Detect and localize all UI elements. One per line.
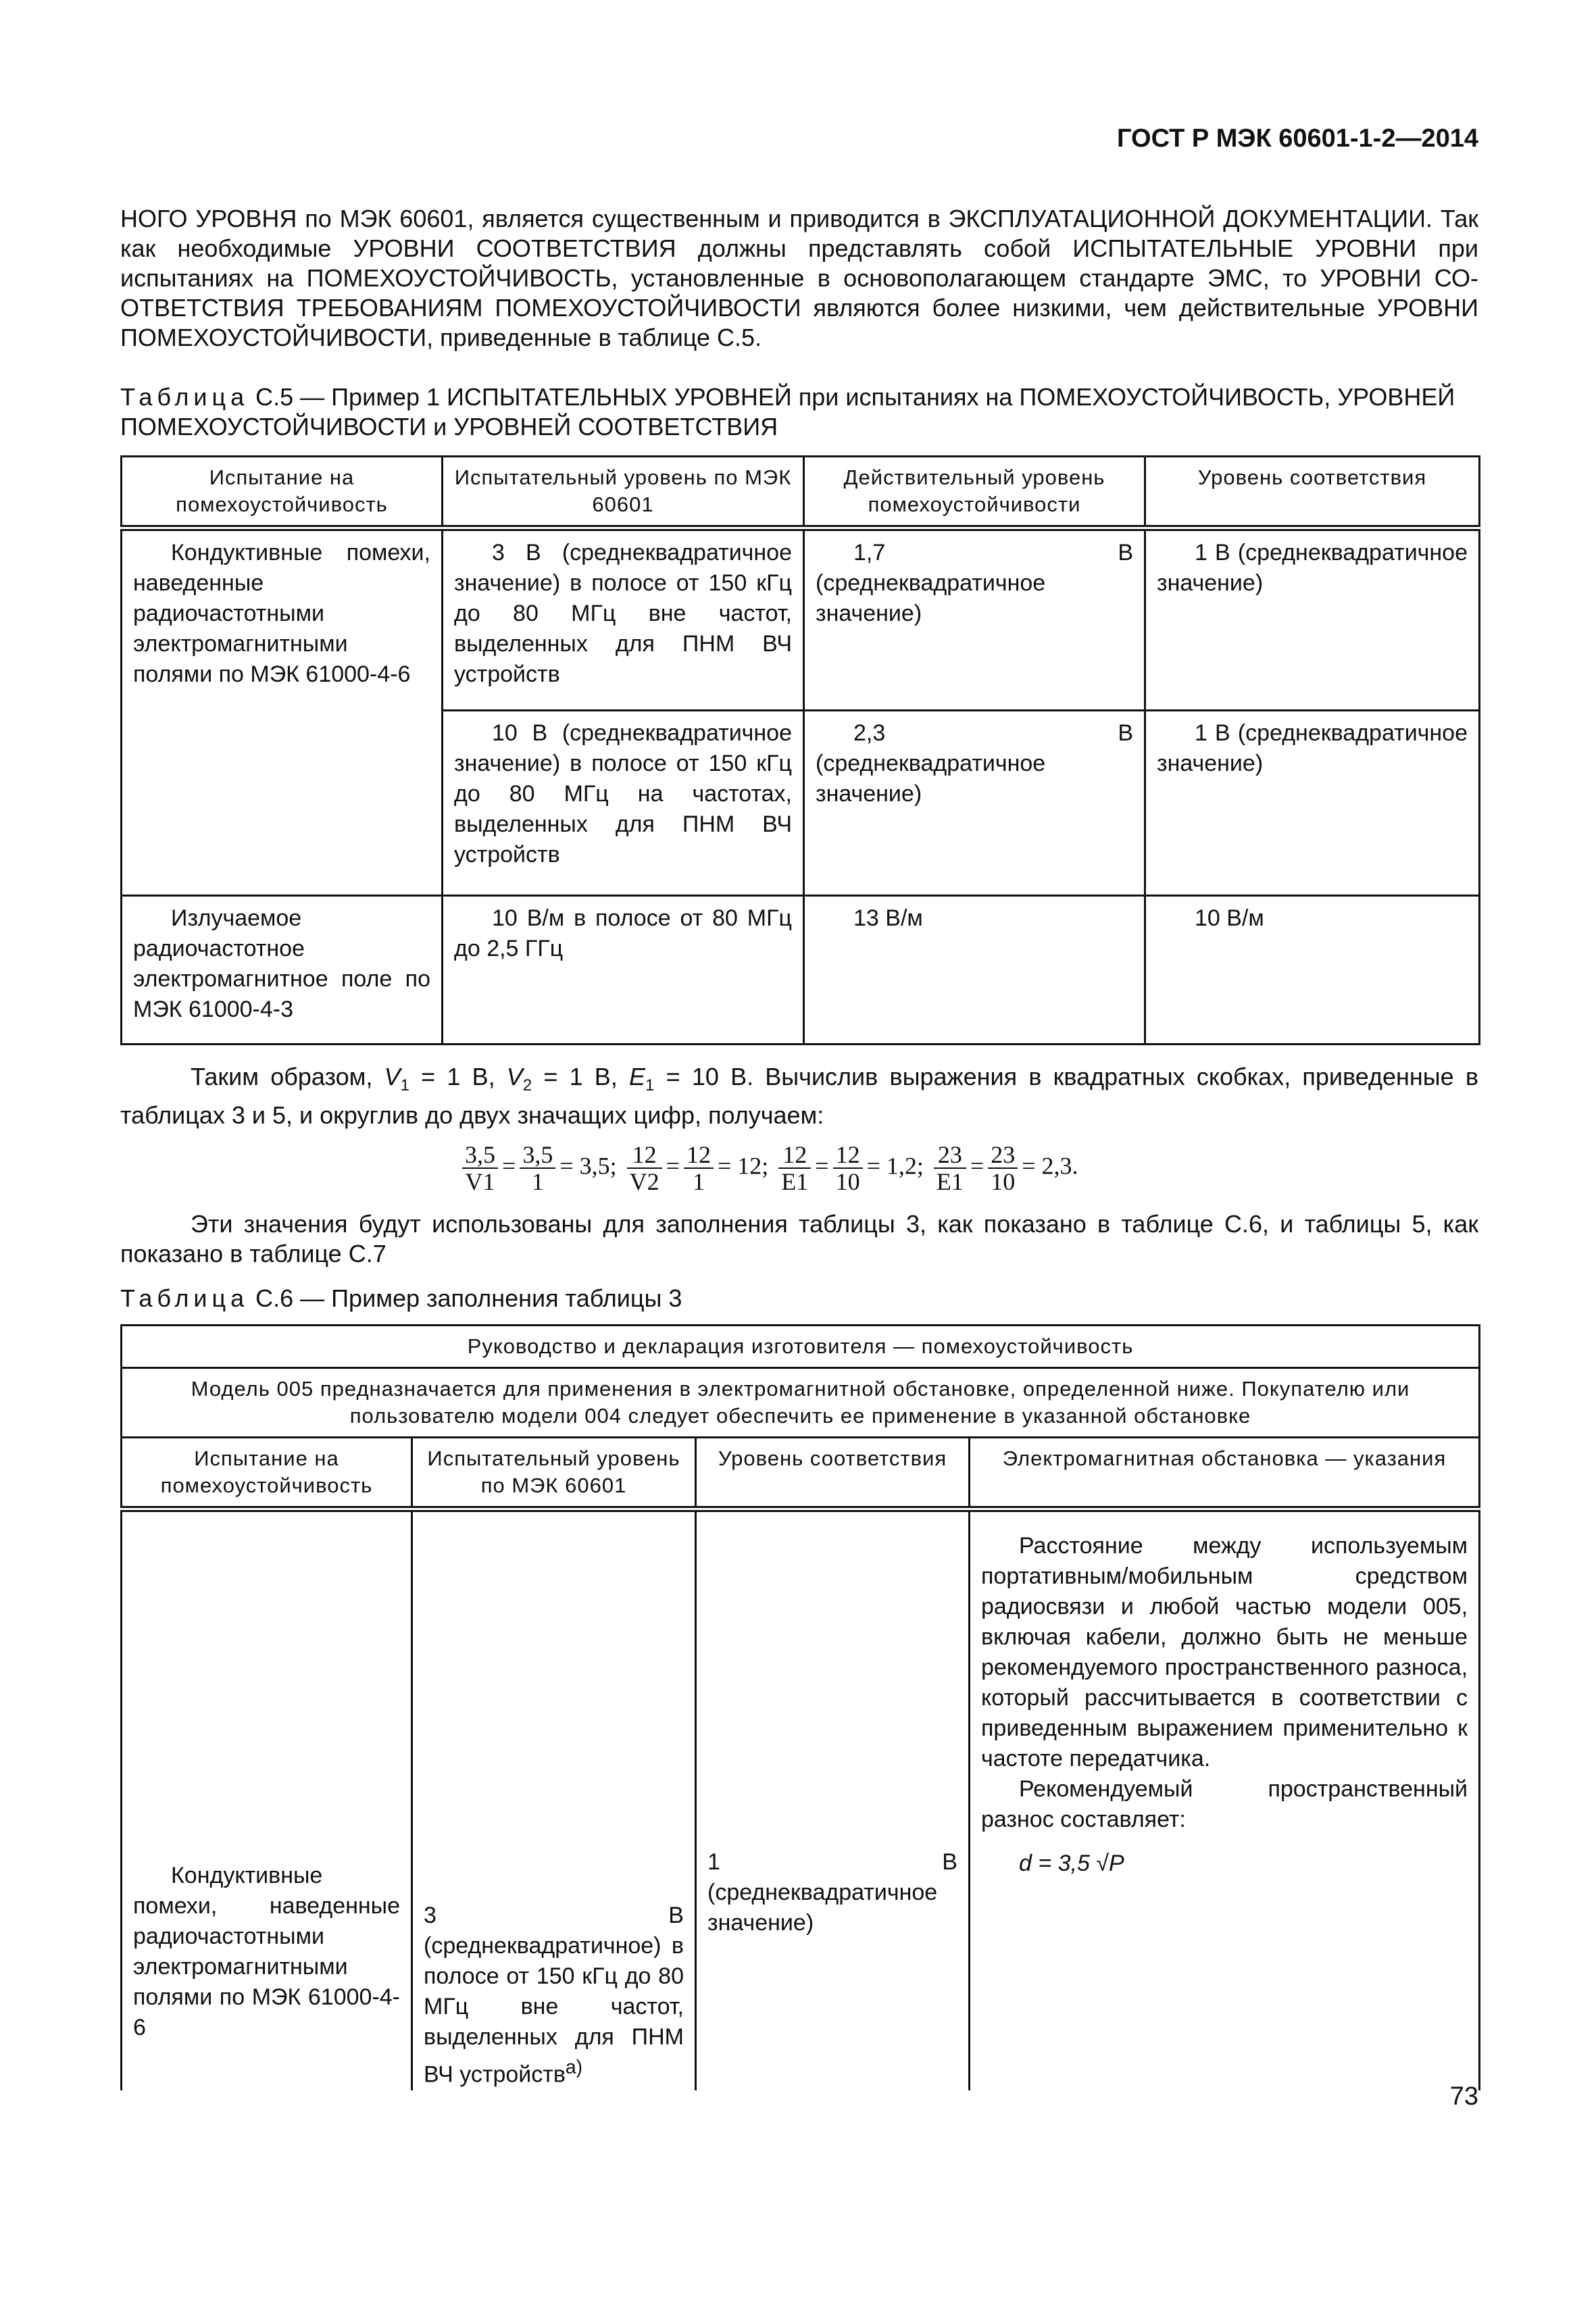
table-row bbox=[970, 1509, 1480, 2090]
var-v1-val: = 1 В, bbox=[409, 1063, 507, 1090]
caption-text: С.6 — Пример заполнения таблицы 3 bbox=[249, 1284, 682, 1312]
table-row bbox=[804, 711, 1145, 896]
cell-test: Кондуктивные помехи, наведенные радиочастотными электромагнитными полями по МЭК 61000-4-6 bbox=[133, 540, 430, 687]
table-row bbox=[122, 528, 443, 896]
caption-text: С.5 — Пример 1 ИСПЫТАТЕЛЬНЫХ УРОВНЕЙ при испытаниях на ПОМЕХОУСТОЙЧИВОСТЬ, УРОВНЕЙ ПОМЕХОУСТОЙЧИВОСТИ и УРОВНЕЙ СООТВЕТСТВИЯ bbox=[120, 383, 1455, 441]
table-c6-title: Руководство и декларация изготовителя — помехоустойчивость bbox=[122, 1326, 1480, 1368]
var-v2-val: = 1 В, bbox=[532, 1063, 630, 1090]
table-c6-subtitle: Модель 005 предназначается для применения в электромагнитной обстановке, определенной ниже. Покупателю или пользователю модели 004 следует обеспечить ее применение в указанной обстановке bbox=[122, 1368, 1480, 1438]
env-paragraph-1: Расстояние между используемым портативным/мобильным средством радиосвязи и любой частью модели 005, включая кабели, должно быть не меньше рекомендуемого пространственного разноса, который рассчитывается в соответствии с приведенным выражением применительно к частоте передатчика. bbox=[981, 1533, 1468, 1771]
table-row bbox=[804, 528, 1145, 711]
cell-compliance: 1 В (среднеквадратичное значение) bbox=[1157, 720, 1468, 776]
caption-label: Таблица bbox=[120, 1284, 249, 1312]
cell-compliance: 1 В (среднеквадратичное значение) bbox=[707, 1848, 957, 1936]
env-formula: d = 3,5 √P bbox=[1019, 1851, 1124, 1876]
cell-level: 10 В/м в полосе от 80 МГц до 2,5 ГГц bbox=[454, 905, 792, 961]
document-header: ГОСТ Р МЭК 60601-1-2—2014 bbox=[1117, 124, 1478, 153]
table-c5-header-compliance: Уровень соответствия bbox=[1145, 457, 1480, 528]
table-row bbox=[1145, 896, 1480, 1045]
var-e1-val: = 10 В. bbox=[654, 1063, 754, 1090]
var-v2: V bbox=[506, 1063, 523, 1090]
table-row bbox=[804, 896, 1145, 1045]
cell-actual: 1,7 В (среднеквадратичное значение) bbox=[816, 540, 1133, 626]
table-row bbox=[122, 896, 443, 1045]
table-row bbox=[696, 1509, 970, 2090]
table-row bbox=[443, 711, 804, 896]
fraction: $\frac{12}{1}$ bbox=[684, 1142, 714, 1194]
table-c6-header-test: Испытание на помехоустойчивость bbox=[122, 1438, 412, 1509]
intro-paragraph: НОГО УРОВНЯ по МЭК 60601, является существенным и приводится в ЭКСПЛУАТАЦИОННОЙ ДОКУМЕНТАЦИИ. Так как необходимые УРОВНИ СООТВЕТСТВИЯ должны представлять собой ИСПЫТАТЕЛЬНЫЕ УРОВНИ при испытаниях на ПОМЕХОУСТОЙЧИВОСТЬ, установленные в основополагающем стандарте ЭМС, то УРОВНИ СО-ОТВЕТСТВИЯ ТРЕБОВАНИЯМ ПОМЕХОУСТОЙЧИВОСТИ являются более низкими, чем действительные УРОВНИ ПОМЕХОУСТОЙЧИВОСТИ, приведенные в таблице С.5. bbox=[120, 205, 1478, 351]
table-row bbox=[122, 1509, 412, 2090]
cell-level: 3 В (среднеквадратичное) в полосе от 150 кГц до 80 МГц вне частот, выделенных для ПНМ ВЧ устройств bbox=[424, 1903, 684, 2088]
table-c6-header-compliance: Уровень соответствия bbox=[696, 1438, 970, 1509]
para-values: Эти значения будут использованы для заполнения таблицы 3, как показано в таблице С.6, и таблицы 5, как показано в таблице С.7 bbox=[120, 1210, 1478, 1267]
cell-actual: 13 В/м bbox=[853, 905, 923, 931]
table-c6-header-environment: Электромагнитная обстановка — указания bbox=[970, 1438, 1480, 1509]
var-v1-sub: 1 bbox=[400, 1076, 409, 1095]
fraction: $\frac{12}{V2}$ bbox=[627, 1142, 662, 1194]
table-c6-caption bbox=[120, 1284, 1478, 1313]
table-c5-header-level: Испытательный уровень по МЭК 60601 bbox=[443, 457, 804, 528]
cell-compliance: 10 В/м bbox=[1195, 905, 1264, 931]
table-row bbox=[1145, 528, 1480, 711]
table-c5-header-test: Испытание на помехоустойчивость bbox=[122, 457, 443, 528]
fraction: $\frac{23}{10}$ bbox=[988, 1142, 1018, 1194]
var-e1: E bbox=[629, 1063, 646, 1090]
fraction: $\frac{3,5}{1}$ bbox=[520, 1142, 555, 1194]
table-row bbox=[1145, 711, 1480, 896]
table-c6 bbox=[120, 1324, 1480, 2090]
para-thus-rest: Вычислив выражения в квадратных скобках, приведенные в таблицах 3 и 5, и округлив до двух значащих цифр, получаем: bbox=[120, 1063, 1478, 1130]
table-c5-caption bbox=[120, 382, 1478, 442]
var-v1: V bbox=[384, 1063, 401, 1090]
fraction: $\frac{23}{E1}$ bbox=[934, 1142, 966, 1194]
table-c5 bbox=[120, 455, 1480, 1045]
footnote-ref: а) bbox=[565, 2057, 583, 2079]
caption-label: Таблица bbox=[120, 383, 249, 411]
fraction: $\frac{12}{10}$ bbox=[833, 1142, 863, 1194]
fraction: $\frac{12}{E1}$ bbox=[778, 1142, 811, 1194]
cell-compliance: 1 В (среднеквадратичное значение) bbox=[1157, 540, 1468, 596]
env-paragraph-2: Рекомендуемый пространственный разнос составляет: bbox=[981, 1776, 1468, 1832]
cell-test: Кондуктивные помехи, наведенные радиочастотными электромагнитными полями по МЭК 61000-4-6 bbox=[133, 1862, 400, 2040]
var-e1-sub: 1 bbox=[645, 1076, 655, 1095]
formula-line: $\frac{3,5}{V1}$ = $\frac{3,5}{1}$ = 3,5; $\frac{12}{V2}$ = $\frac{12}{1}$ = 12; $\frac{12}{E1}$ = $\frac{12}{10}$ = 1,2; $\frac{23}{E1}$ = $\frac{23}{10}$ = 2,3. bbox=[458, 1142, 1078, 1194]
var-v2-sub: 2 bbox=[522, 1076, 532, 1095]
page-number: 73 bbox=[1449, 2082, 1478, 2111]
table-row bbox=[443, 896, 804, 1045]
table-c6-header-level: Испытательный уровень по МЭК 60601 bbox=[412, 1438, 696, 1509]
cell-level: 3 В (среднеквадратичное значение) в полосе от 150 кГц до 80 МГц вне частот, выделенных для ПНМ ВЧ устройств bbox=[454, 540, 792, 687]
table-row bbox=[412, 1509, 696, 2090]
table-c5-header-actual: Действительный уровень помехоустойчивости bbox=[804, 457, 1145, 528]
table-row bbox=[443, 528, 804, 711]
para-thus bbox=[120, 1062, 1478, 1130]
fraction: $\frac{3,5}{V1}$ bbox=[462, 1142, 498, 1194]
cell-actual: 2,3 В (среднеквадратичное значение) bbox=[816, 720, 1133, 807]
cell-level: 10 В (среднеквадратичное значение) в полосе от 150 кГц до 80 МГц на частотах, выделенных для ПНМ ВЧ устройств bbox=[454, 720, 792, 867]
cell-test: Излучаемое радиочастотное электромагнитное поле по МЭК 61000-4-3 bbox=[133, 905, 430, 1022]
para-thus-lead: Таким образом, bbox=[191, 1063, 373, 1090]
